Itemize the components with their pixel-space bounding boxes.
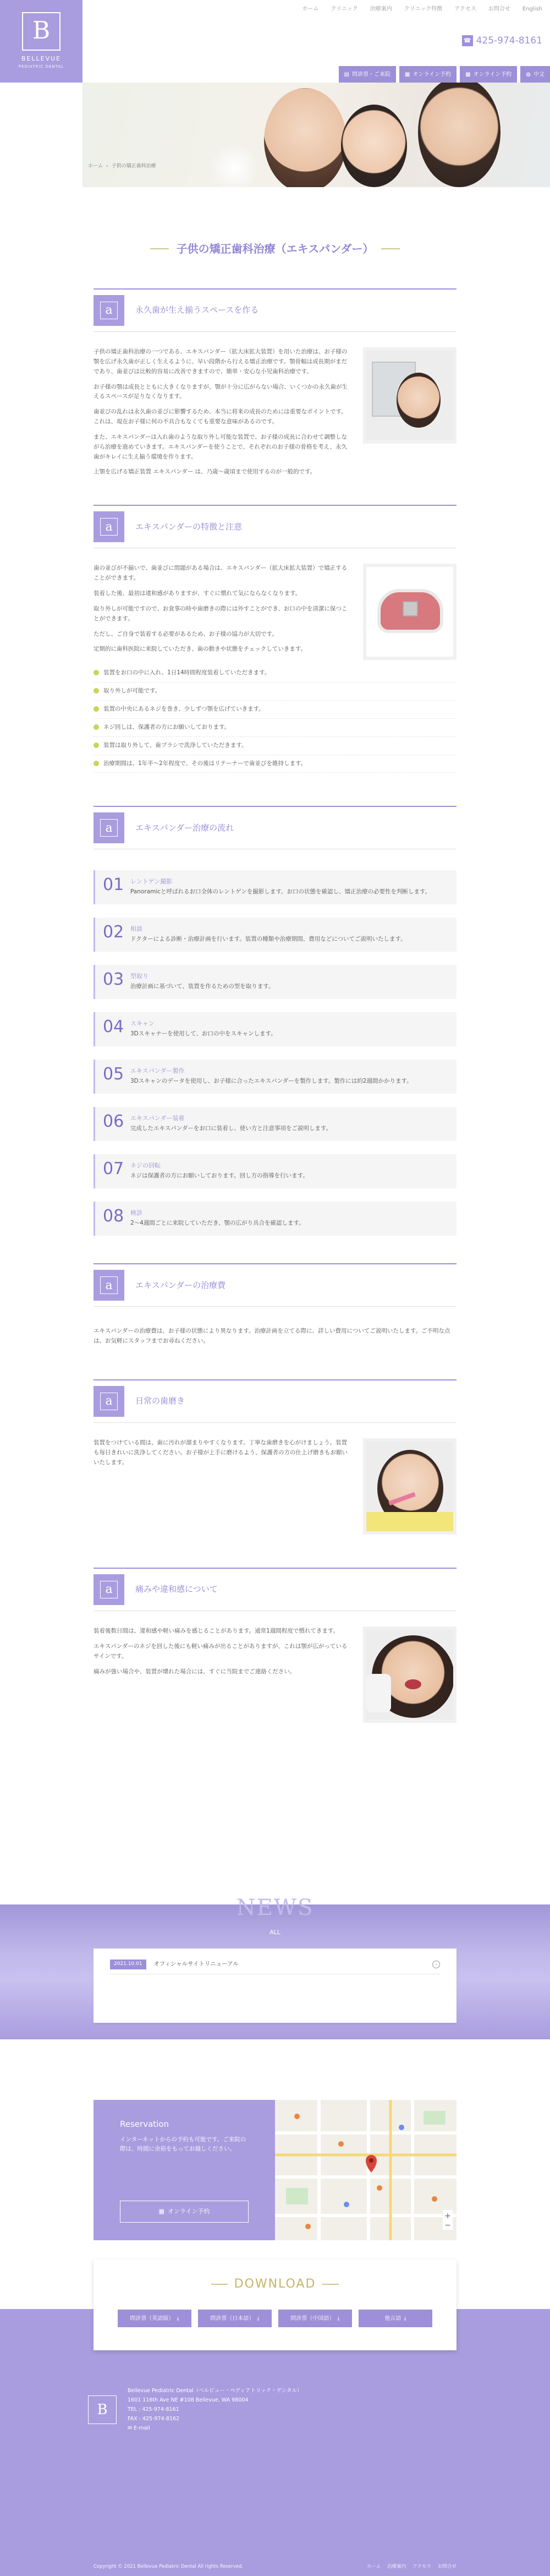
section-head-brushing: [94, 1379, 457, 1423]
footer-link[interactable]: ホーム: [367, 2563, 381, 2570]
step-number: 06: [103, 1114, 130, 1130]
site-logo[interactable]: [0, 0, 82, 83]
section-title: 痛みや違和感について: [135, 1582, 218, 1597]
page-title: [0, 239, 550, 258]
title-dash: [381, 248, 400, 249]
section-title: エキスパンダーの治療費: [135, 1279, 226, 1293]
header-phone[interactable]: [462, 33, 542, 49]
paragraph: 装着後数日間は、違和感や軽い痛みを感じることがあります。通常1週間程度で慣れてきます。: [94, 1627, 351, 1636]
download-icon: ⤓: [177, 2314, 179, 2323]
flow-step: [94, 918, 457, 952]
footer-logo[interactable]: B: [88, 2395, 117, 2424]
header-btn-online[interactable]: [399, 66, 457, 83]
news-section: [0, 1904, 550, 2039]
section-title: エキスパンダー治療の流れ: [135, 821, 234, 836]
download-title-text: DOWNLOAD: [234, 2274, 316, 2294]
step-desc: 2〜4週間ごとに来院していただき、顎の広がり具合を確認します。: [130, 1219, 449, 1229]
top-nav: [302, 4, 542, 14]
flow-step: [94, 1202, 457, 1236]
mail-icon: ✉: [128, 2425, 134, 2431]
list-item: [94, 737, 457, 755]
list-item: [94, 719, 457, 737]
bullet-icon: [94, 670, 99, 675]
logo-mark: B: [22, 12, 61, 51]
site-header: [0, 0, 550, 83]
header-btn-online-2[interactable]: [460, 66, 517, 83]
paragraph: エキスパンダーの治療費は、お子様の状態により異なります。治療計画を立てる際に、詳しい費用についてご説明いたします。ご不明な点は、お気軽にスタッフまでお尋ねください。: [94, 1327, 457, 1346]
globe-icon: ◍: [526, 70, 531, 79]
news-title: NEWS: [0, 1889, 550, 1926]
header-btn-label: オンライン予約: [413, 70, 451, 79]
step-title: 検診: [130, 1208, 449, 1219]
paragraph: 装置をつけている間は、歯に汚れが溜まりやすくなります。丁寧な歯磨きを心がけましょう。装置も毎日きれいに洗浄してください。お子様が上手に磨けるよう、保護者の方の仕上げ磨きもお願いいたします。: [94, 1438, 351, 1468]
flow-step: [94, 1060, 457, 1094]
photo-dental-checkup: [363, 1627, 457, 1723]
step-number: 03: [103, 972, 130, 988]
step-desc: 完成したエキスパンダーをお口に装着し、使い方と注意事項をご説明します。: [130, 1124, 449, 1134]
download-button-label: 問診票（日本語）: [210, 2314, 254, 2323]
footer-email-label: E-mail: [134, 2425, 150, 2431]
section-title: 日常の歯磨き: [135, 1394, 185, 1409]
section-icon: a: [94, 295, 124, 326]
step-title: エキスパンダー装着: [130, 1114, 449, 1124]
breadcrumb-home[interactable]: ホーム: [88, 162, 103, 171]
section-head-pain: [94, 1568, 457, 1611]
nav-home[interactable]: ホーム: [302, 4, 318, 14]
nav-treatment[interactable]: 治療案内: [370, 4, 392, 14]
title-dash: [150, 248, 169, 249]
header-buttons: [339, 66, 550, 83]
list-item: [94, 755, 457, 773]
nav-access[interactable]: アクセス: [454, 4, 476, 14]
header-btn-chinese[interactable]: [520, 66, 550, 83]
header-btn-label: 中文: [534, 70, 544, 79]
paragraph: 歯の並びが不揃いで、歯並びに問題がある場合は、エキスパンダー（拡大床拡大装置）で矯正することができます。: [94, 564, 351, 583]
footer-bottom: [0, 2563, 550, 2570]
bullet-icon: [94, 761, 99, 766]
title-dash: [322, 2284, 339, 2285]
download-button[interactable]: [359, 2310, 432, 2327]
step-desc: ドクターによる診断・治療計画を行います。装置の種類や治療期間、費用などについてご説明いたします。: [130, 935, 449, 945]
download-button-label: 問診票（英語版）: [130, 2314, 174, 2323]
nav-english[interactable]: English: [522, 4, 542, 14]
header-btn-form[interactable]: [339, 66, 396, 83]
step-number: 08: [103, 1208, 130, 1225]
download-icon: ⤓: [257, 2314, 259, 2323]
footer-name: Bellevue Pediatric Dental（ベルビュー・ペディアトリック・デンタル）: [128, 2386, 302, 2395]
download-button[interactable]: [198, 2310, 272, 2327]
paragraph: 歯並びの乱れは永久歯の並びに影響するため、本当に将来の成長のためには重要なポイントです。これは、現在お子様に何の不具合もなくても重要な意味があるのです。: [94, 407, 351, 427]
flow-step: [94, 870, 457, 904]
step-desc: 3Dスキャンのデータを使用し、お子様に合ったエキスパンダーを製作します。製作には約2週間かかります。: [130, 1077, 449, 1087]
news-filter-all[interactable]: ALL: [0, 1928, 550, 1938]
footer-fax: FAX : 425-974-8162: [128, 2414, 302, 2424]
list-item-text: 装置の中央にあるネジを巻き、少しずつ顎を広げていきます。: [103, 705, 265, 714]
list-item-text: 装置は取り外して、歯ブラシで洗浄していただきます。: [103, 741, 247, 751]
header-btn-label: オンライン予約: [474, 70, 512, 79]
download-button[interactable]: [278, 2310, 352, 2327]
footer-email[interactable]: [128, 2424, 302, 2433]
section-icon: a: [94, 1386, 124, 1417]
reservation-block: [94, 2100, 457, 2240]
logo-sub: PEDIATRIC DENTAL: [19, 64, 64, 70]
flow-step: [94, 965, 457, 999]
nav-clinic[interactable]: クリニック: [331, 4, 358, 14]
photo-girl-xray: [363, 347, 457, 444]
reservation-button[interactable]: [120, 2201, 249, 2223]
calendar-icon: ▦: [405, 70, 410, 79]
step-number: 07: [103, 1161, 130, 1177]
bullet-icon: [94, 706, 99, 712]
paragraph: エキスパンダーのネジを回した後にも軽い痛みが出ることがありますが、これは顎が広がっているサインです。: [94, 1642, 351, 1662]
step-number: 02: [103, 924, 130, 941]
flow-steps: [94, 870, 457, 1236]
calendar-icon: ▦: [158, 2207, 164, 2217]
step-title: エキスパンダー製作: [130, 1066, 449, 1077]
download-icon: ⤓: [337, 2314, 339, 2323]
footer-info: [88, 2386, 302, 2433]
breadcrumb-current: 子供の矯正歯科治療: [112, 162, 156, 171]
step-title: ネジの回転: [130, 1161, 449, 1171]
bullet-icon: [94, 724, 99, 730]
step-desc: 治療計画に基づいて、装置を作るための型を取ります。: [130, 982, 449, 992]
copyright: Copyright © 2021 Bellevue Pediatric Dental All rights Reserved.: [94, 2563, 243, 2570]
map[interactable]: [275, 2100, 457, 2240]
calendar-icon: ▦: [465, 70, 470, 79]
paragraph: また、エキスパンダーは入れ歯のような取り外し可能な装置で、お子様の成長に合わせて調整しながら治療を進めていきます。エキスパンダーを使うことで、それぞれのお子様の骨格を考え、永久歯がキレイに生え揃う環境を作ります。: [94, 433, 351, 462]
photo-expander: [363, 564, 457, 660]
breadcrumb: [88, 162, 156, 171]
phone-icon: ☎: [462, 35, 473, 46]
download-title: [94, 2274, 457, 2294]
step-title: スキャン: [130, 1019, 449, 1029]
svg-text:−: −: [444, 2221, 451, 2230]
step-number: 01: [103, 877, 130, 893]
paragraph: 上顎を広げる矯正装置 エキスパンダー は、乃歳〜歳頃まで使用するのが一般的です。: [94, 467, 351, 477]
news-date: 2021.10.01: [110, 1960, 146, 1969]
bullet-icon: [94, 743, 99, 748]
breadcrumb-sep: ›: [106, 162, 108, 171]
main-content: [94, 288, 457, 1723]
section-title: エキスパンダーの特徴と注意: [135, 520, 242, 534]
flow-step: [94, 1107, 457, 1141]
section-head-flow: [94, 806, 457, 849]
flow-step: [94, 1154, 457, 1188]
step-desc: 3Dスキャナーを使用して、お口の中をスキャンします。: [130, 1029, 449, 1039]
section-head-cost: [94, 1263, 457, 1307]
page-title-text: 子供の矯正歯科治療（エキスパンダー）: [177, 239, 374, 258]
step-number: 05: [103, 1066, 130, 1083]
download-icon: ⤓: [404, 2314, 406, 2323]
footer-zone: [0, 2309, 550, 2576]
section-title: 永久歯が生え揃うスペースを作る: [135, 303, 258, 318]
list-item-text: ネジ回しは、保護者の方にお願いしております。: [103, 723, 230, 733]
news-item[interactable]: [110, 1960, 440, 1974]
arrow-right-icon: ›: [432, 1961, 440, 1968]
header-btn-label: 問診票・ご来院: [352, 70, 391, 79]
flow-step: [94, 1012, 457, 1046]
list-item: [94, 701, 457, 719]
hero-image: [82, 83, 550, 187]
paragraph: お子様の顎は成長とともに大きくなりますが、顎が十分に広がらない場合、いくつかの永久歯が生えるスペースが足りなくなります。: [94, 383, 351, 402]
footer-tel[interactable]: TEL : 425-974-8161: [128, 2405, 302, 2414]
nav-features[interactable]: クリニック特徴: [404, 4, 442, 14]
step-title: 型取り: [130, 972, 449, 982]
svg-text:+: +: [444, 2212, 451, 2220]
step-title: レントゲン撮影: [130, 877, 449, 887]
nav-contact[interactable]: お問合せ: [488, 4, 510, 14]
news-item-title: オフィシャルサイトリニューアル: [154, 1960, 239, 1969]
document-icon: ▤: [344, 70, 349, 79]
photo-girl-brushing: [363, 1438, 457, 1535]
section-icon: a: [94, 1574, 124, 1605]
title-dash: [211, 2284, 228, 2285]
step-number: 04: [103, 1019, 130, 1035]
paragraph: 定期的に歯科医院に来院していただき、歯の動きや状態をチェックしていきます。: [94, 645, 351, 654]
paragraph: 痛みが強い場合や、装置が壊れた場合には、すぐに当院までご連絡ください。: [94, 1667, 351, 1677]
section-head-space: [94, 288, 457, 332]
logo-text: BELLEVUE: [21, 54, 61, 64]
section-head-features: [94, 505, 457, 548]
paragraph: ただし、ご自身で装着する必要があるため、お子様の協力が大切です。: [94, 630, 351, 640]
section-icon: a: [94, 812, 124, 843]
map-graphic: [275, 2100, 457, 2240]
footer-link[interactable]: お問合せ: [438, 2563, 457, 2570]
list-item: [94, 683, 457, 701]
list-item: [94, 664, 457, 683]
news-card: [94, 1949, 457, 2023]
section-icon: a: [94, 1270, 124, 1301]
reservation-button-label: オンライン予約: [168, 2207, 210, 2217]
paragraph: 装着した後、最初は違和感がありますが、すぐに慣れて気にならなくなります。: [94, 589, 351, 599]
footer-address: 1601 116th Ave NE #108 Bellevue, WA 98004: [128, 2395, 302, 2405]
feature-list: [94, 664, 457, 773]
bullet-icon: [94, 688, 99, 694]
reservation-title: Reservation: [120, 2117, 249, 2132]
footer-link[interactable]: 治療案内: [387, 2563, 406, 2570]
step-desc: Panoramicと呼ばれるお口全体のレントゲンを撮影します。お口の状態を確認し、矯正治療の必要性を判断します。: [130, 887, 449, 897]
list-item-text: 装置をお口の中に入れ、1日14時間程度装着していただきます。: [103, 668, 270, 678]
paragraph: 子供の矯正歯科治療の一つである、エキスパンダー（拡大床拡大装置）を用いた治療は、お子様の顎を広げ永久歯が正しく生えるように、早い段階から行える矯正治療です。顎骨幅は成長期がまだであり、歯並びは比較的容易に改善できますので、簡単・安心な小児歯科治療です。: [94, 347, 351, 377]
footer-link[interactable]: アクセス: [413, 2563, 431, 2570]
phone-number: 425-974-8161: [476, 33, 542, 49]
download-button-label: 他言語: [384, 2314, 401, 2323]
download-button-label: 問診票（中国語）: [290, 2314, 334, 2323]
step-desc: ネジは保護者の方にお願いしております。回し方の指導を行います。: [130, 1171, 449, 1181]
reservation-text: インターネットからの予約も可能です。ご来院の際は、時間に余裕をもってお越しください。: [120, 2135, 249, 2155]
section-icon: a: [94, 511, 124, 542]
paragraph: 取り外しが可能ですので、お食事の時や歯磨きの際には外すことができ、お口の中を清潔に保つことができます。: [94, 604, 351, 624]
download-card: [94, 2260, 457, 2350]
step-title: 相談: [130, 924, 449, 935]
download-button[interactable]: [118, 2310, 191, 2327]
list-item-text: 取り外しが可能です。: [103, 686, 161, 696]
list-item-text: 治療期間は、1年半〜2年程度で、その後はリテーナーで歯並びを維持します。: [103, 759, 306, 769]
